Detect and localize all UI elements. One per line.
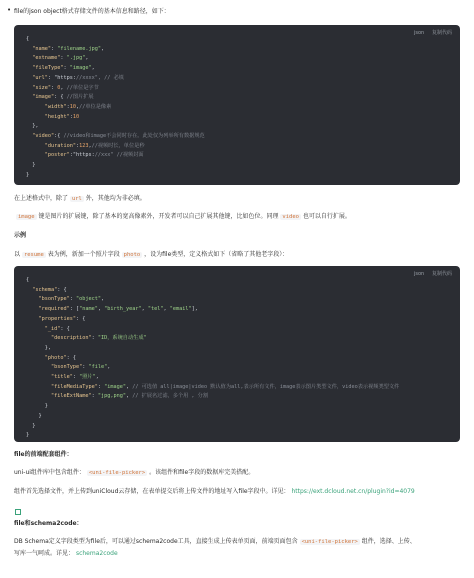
heading-frontend-components: file的前端配套组件： [14,451,73,458]
para-text: 以 [14,251,21,258]
inline-code-photo: photo [123,252,141,258]
external-link-icon[interactable] [15,509,21,515]
code-line: "photo": { [44,354,76,361]
code-line: "fileType": "image", [32,65,95,72]
plugin-link[interactable]: https://ext.dcloud.net.cn/plugin?id=4079 [291,488,415,495]
paragraph-schema2code [14,537,416,547]
inline-code-uni-file-picker: <uni-file-picker> [88,470,146,476]
code-line: "name": "filename.jpg", [32,45,105,52]
code-lang-label: json [414,271,425,277]
inline-code-uni-file-picker: <uni-file-picker> [301,539,358,545]
copy-code-button[interactable]: 复制代码 [432,30,453,36]
para-text: ，设为file类型，定义格式如下（省略了其他老字段）： [144,251,289,258]
code-line: } [26,432,30,439]
heading-example: 示例 [14,232,27,239]
code-line: "height":10 [44,113,80,120]
para-text: 表为例，新加一个照片字段 [47,251,120,258]
code-line: } [26,412,42,419]
inline-code-resume: resume [23,252,44,258]
code-line: "schema": { [32,286,67,293]
para-text: 也可以自行扩展。 [302,213,351,220]
code-line: } [26,162,36,169]
code-line: } [26,171,30,178]
code-line: "duration":123,//视频时长，单位是秒 [44,142,145,149]
para-text: DB Schema定义字段类型为file后，可以通过schema2code工具，直接生成上传表单页面，前端页面包含 [14,538,298,545]
para-text: 组件首先选择文件，并上传到uniCloud云存储，在表单提交后将上传文件的地址写入file字段中。详见： [14,488,290,495]
para-text: 。该组件和file字段的数据库完美搭配。 [149,469,255,476]
bullet-dot: • [7,6,12,14]
code-line: "url": "https://xxxx", // 必填 [32,74,124,81]
inline-code-url: url [71,196,82,202]
code-line: } [26,403,48,410]
copy-code-button[interactable]: 复制代码 [432,271,453,277]
code-block-file-format [14,25,460,185]
para-text: 写库一气呵成。详见： [14,550,75,557]
schema2code-link[interactable]: schema2code [75,550,118,557]
code-line: "required": ["name", "birth_year", "tel", "email"], [38,306,198,313]
code-line: "_id": { [44,325,70,332]
heading-schema2code: file和schema2code： [14,520,83,527]
code-line: "description": "ID，系统自动生成" [51,335,147,342]
paragraph-url-required [14,194,146,204]
paragraph-uni-file-picker [14,468,254,478]
paragraph-resume-example [14,250,288,260]
paragraph-upload-flow [14,487,415,496]
code-line: }, [26,344,51,351]
code-line: "title": "照片", [51,374,99,380]
code-line: "properties": { [38,315,86,322]
code-line: }, [26,123,39,130]
code-line: "poster":"https://xxx" //视频封面 [44,152,144,159]
para-text: 在上述格式中，除了 [14,195,69,202]
code-line: "bsonType": "file", [51,364,111,371]
code-line: "width":10,//单位是像素 [44,103,112,110]
code-lang-label: json [414,30,425,36]
code-line: { [26,277,30,283]
code-line: "fileMediaType": "image", // 可选值 all|image|video 默认值为all,表示所有文件，image表示图片类型文件，video表示视频类型文件 [51,383,400,390]
code-block-schema [14,266,460,442]
para-text: 键是图片的扩展键，除了基本的宽高像素外，开发者可以自己扩展其他键，比如色位。同理 [38,213,279,220]
code-line: "size": 0, //单位是字节 [32,84,99,91]
code-line: } [26,422,36,429]
inline-code-image: image [18,214,35,220]
paragraph-image-extension [16,212,351,222]
inline-code-video: video [282,214,299,220]
code-line: "fileExtName": "jpg,png", // 扩展名过滤，多个用 , 分割 [51,393,209,400]
para-text: 组件，选择、上传、 [361,538,416,545]
code-line: "video":{ //video和image不会同时存在。此处仅为列举所有数据规范 [32,133,205,139]
paragraph-schema2code-line2 [14,549,118,558]
code-line: "bsonType": "object", [38,296,105,303]
code-line: "extname": ".jpg", [32,55,89,62]
para-text: 外，其他均为非必填。 [85,195,146,202]
code-line: "image": { //图片扩展 [32,94,94,101]
code-line: { [26,36,30,42]
para-text: uni-ui组件库中包含组件： [14,469,85,476]
intro-text: file的json object格式存储文件的基本信息和路径，如下： [14,8,170,15]
